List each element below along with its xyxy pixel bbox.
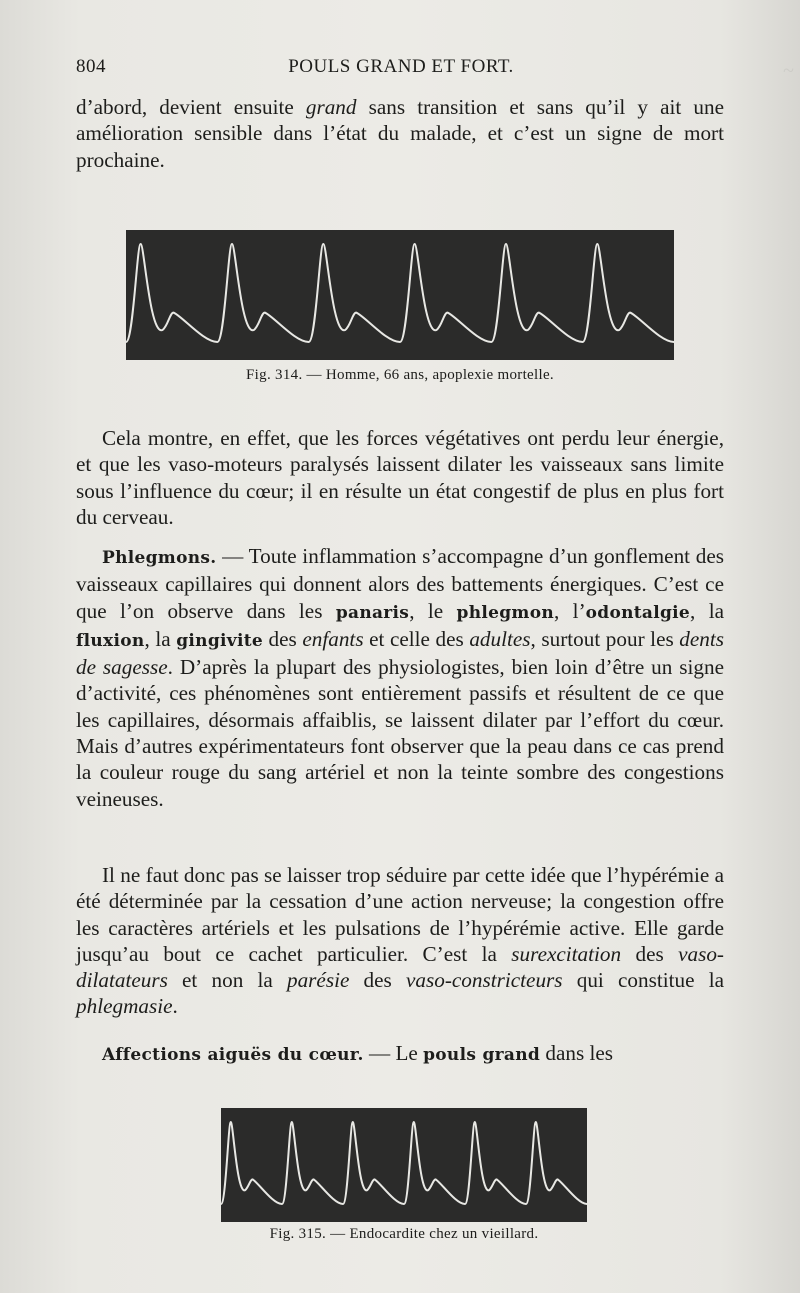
text-span: Il ne faut donc pas se laisser trop séduire par cette idée que l’hypérémie a été déterminée par la cessation d’une action nerveuse; la congestion offre les caractères artériels et les pulsations de l’hypérémie active. Elle garde jusqu’au bout ce cachet particulier. C’est la — [76, 863, 724, 966]
text-span: qui constitue la — [562, 968, 724, 993]
text-span: et non la — [167, 968, 287, 993]
text-span: . D’après la plupart des physiologistes, bien loin d’être un signe d’activité, ces phénomènes sont entièrement passifs et résultent de ce que les capillaires, désormais affaiblis, se laissent dilater par l’effort du cœur. Mais d’autres expérimentateurs font observer que la peau dans ce cas prend la couleur rouge du sang artériel et non la teinte sombre des congestions veineuses. — [76, 655, 725, 811]
emphasis-vaso-constricteurs: vaso-constricteurs — [406, 968, 563, 993]
paragraph-hyperemie — [76, 862, 724, 1020]
paragraph-cela-montre: Cela montre, en effet, que les forces végétatives ont perdu leur énergie, et que les vaso-moteurs paralysés laissent dilater les vaisseaux sans limite sous l’influence du cœur; il en résulte un état congestif de plus en plus fort du cerveau. — [76, 426, 724, 529]
text-span: , la — [144, 626, 177, 651]
page-number: 804 — [76, 56, 106, 77]
term-odontalgie: odontalgie — [585, 602, 691, 623]
pulse-line — [126, 244, 674, 342]
term-fluxion: fluxion — [76, 630, 145, 651]
text-span: et celle des — [363, 626, 470, 651]
emphasis-grand: grand — [305, 95, 357, 119]
text-span: . — [172, 994, 178, 1019]
pulse-trace-315 — [221, 1108, 587, 1222]
emphasis-enfants: enfants — [302, 626, 364, 651]
text-span: des — [263, 626, 303, 651]
bleed-through-text: ~ — [783, 60, 794, 82]
text-span: , surtout pour les — [530, 626, 680, 651]
emphasis-adultes: adultes — [469, 626, 531, 651]
running-title: POULS GRAND ET FORT. — [288, 56, 514, 77]
page-header — [76, 56, 726, 86]
emphasis-vaso-dilatateurs: vaso-dilatateurs — [76, 941, 724, 993]
text-span: , la — [690, 598, 724, 623]
section-head-phlegmons: Phlegmons. — [102, 548, 217, 568]
paragraph-affections — [76, 1040, 724, 1068]
text-span: , l’ — [554, 598, 586, 623]
text-span: — Le — [363, 1041, 424, 1065]
text-span: des — [349, 968, 406, 993]
text-span: dans les — [540, 1041, 614, 1065]
text-span: sans transition et sans qu’il y ait une amélioration sensible dans l’état du malade, et c’est un signe de mort prochaine. — [76, 95, 724, 172]
text-span: d’abord, devient ensuite — [76, 95, 306, 119]
pulse-line — [221, 1122, 587, 1204]
figure-315-sphygmogram — [221, 1108, 587, 1222]
paragraph-phlegmons — [76, 543, 724, 812]
term-gingivite: gingivite — [176, 630, 263, 651]
section-head-affections: Affections aiguës du cœur. — [102, 1045, 364, 1065]
emphasis-dents-de-sagesse: dents de sagesse — [76, 626, 724, 680]
paragraph-continuation — [76, 94, 724, 173]
text-span: — Toute inflammation s’accompagne d’un gonflement des vaisseaux capillaires qui donnent alors des battements énergiques. C’est ce que l’on observe dans les — [76, 544, 724, 623]
emphasis-paresie: parésie — [286, 968, 350, 993]
text-span: des — [621, 941, 679, 966]
figure-314-sphygmogram — [126, 230, 674, 360]
emphasis-surexcitation: surexcitation — [511, 941, 622, 966]
pulse-trace-314 — [126, 230, 674, 360]
emphasis-phlegmasie: phlegmasie — [76, 994, 173, 1019]
term-phlegmon: phlegmon — [456, 602, 555, 623]
figure-315-caption: Fig. 315. — Endocardite chez un vieillard. — [269, 1226, 539, 1242]
term-panaris: panaris — [335, 602, 410, 623]
term-pouls-grand: pouls grand — [423, 1045, 541, 1065]
figure-314-caption: Fig. 314. — Homme, 66 ans, apoplexie mortelle. — [246, 367, 554, 383]
text-span: , le — [409, 598, 457, 623]
